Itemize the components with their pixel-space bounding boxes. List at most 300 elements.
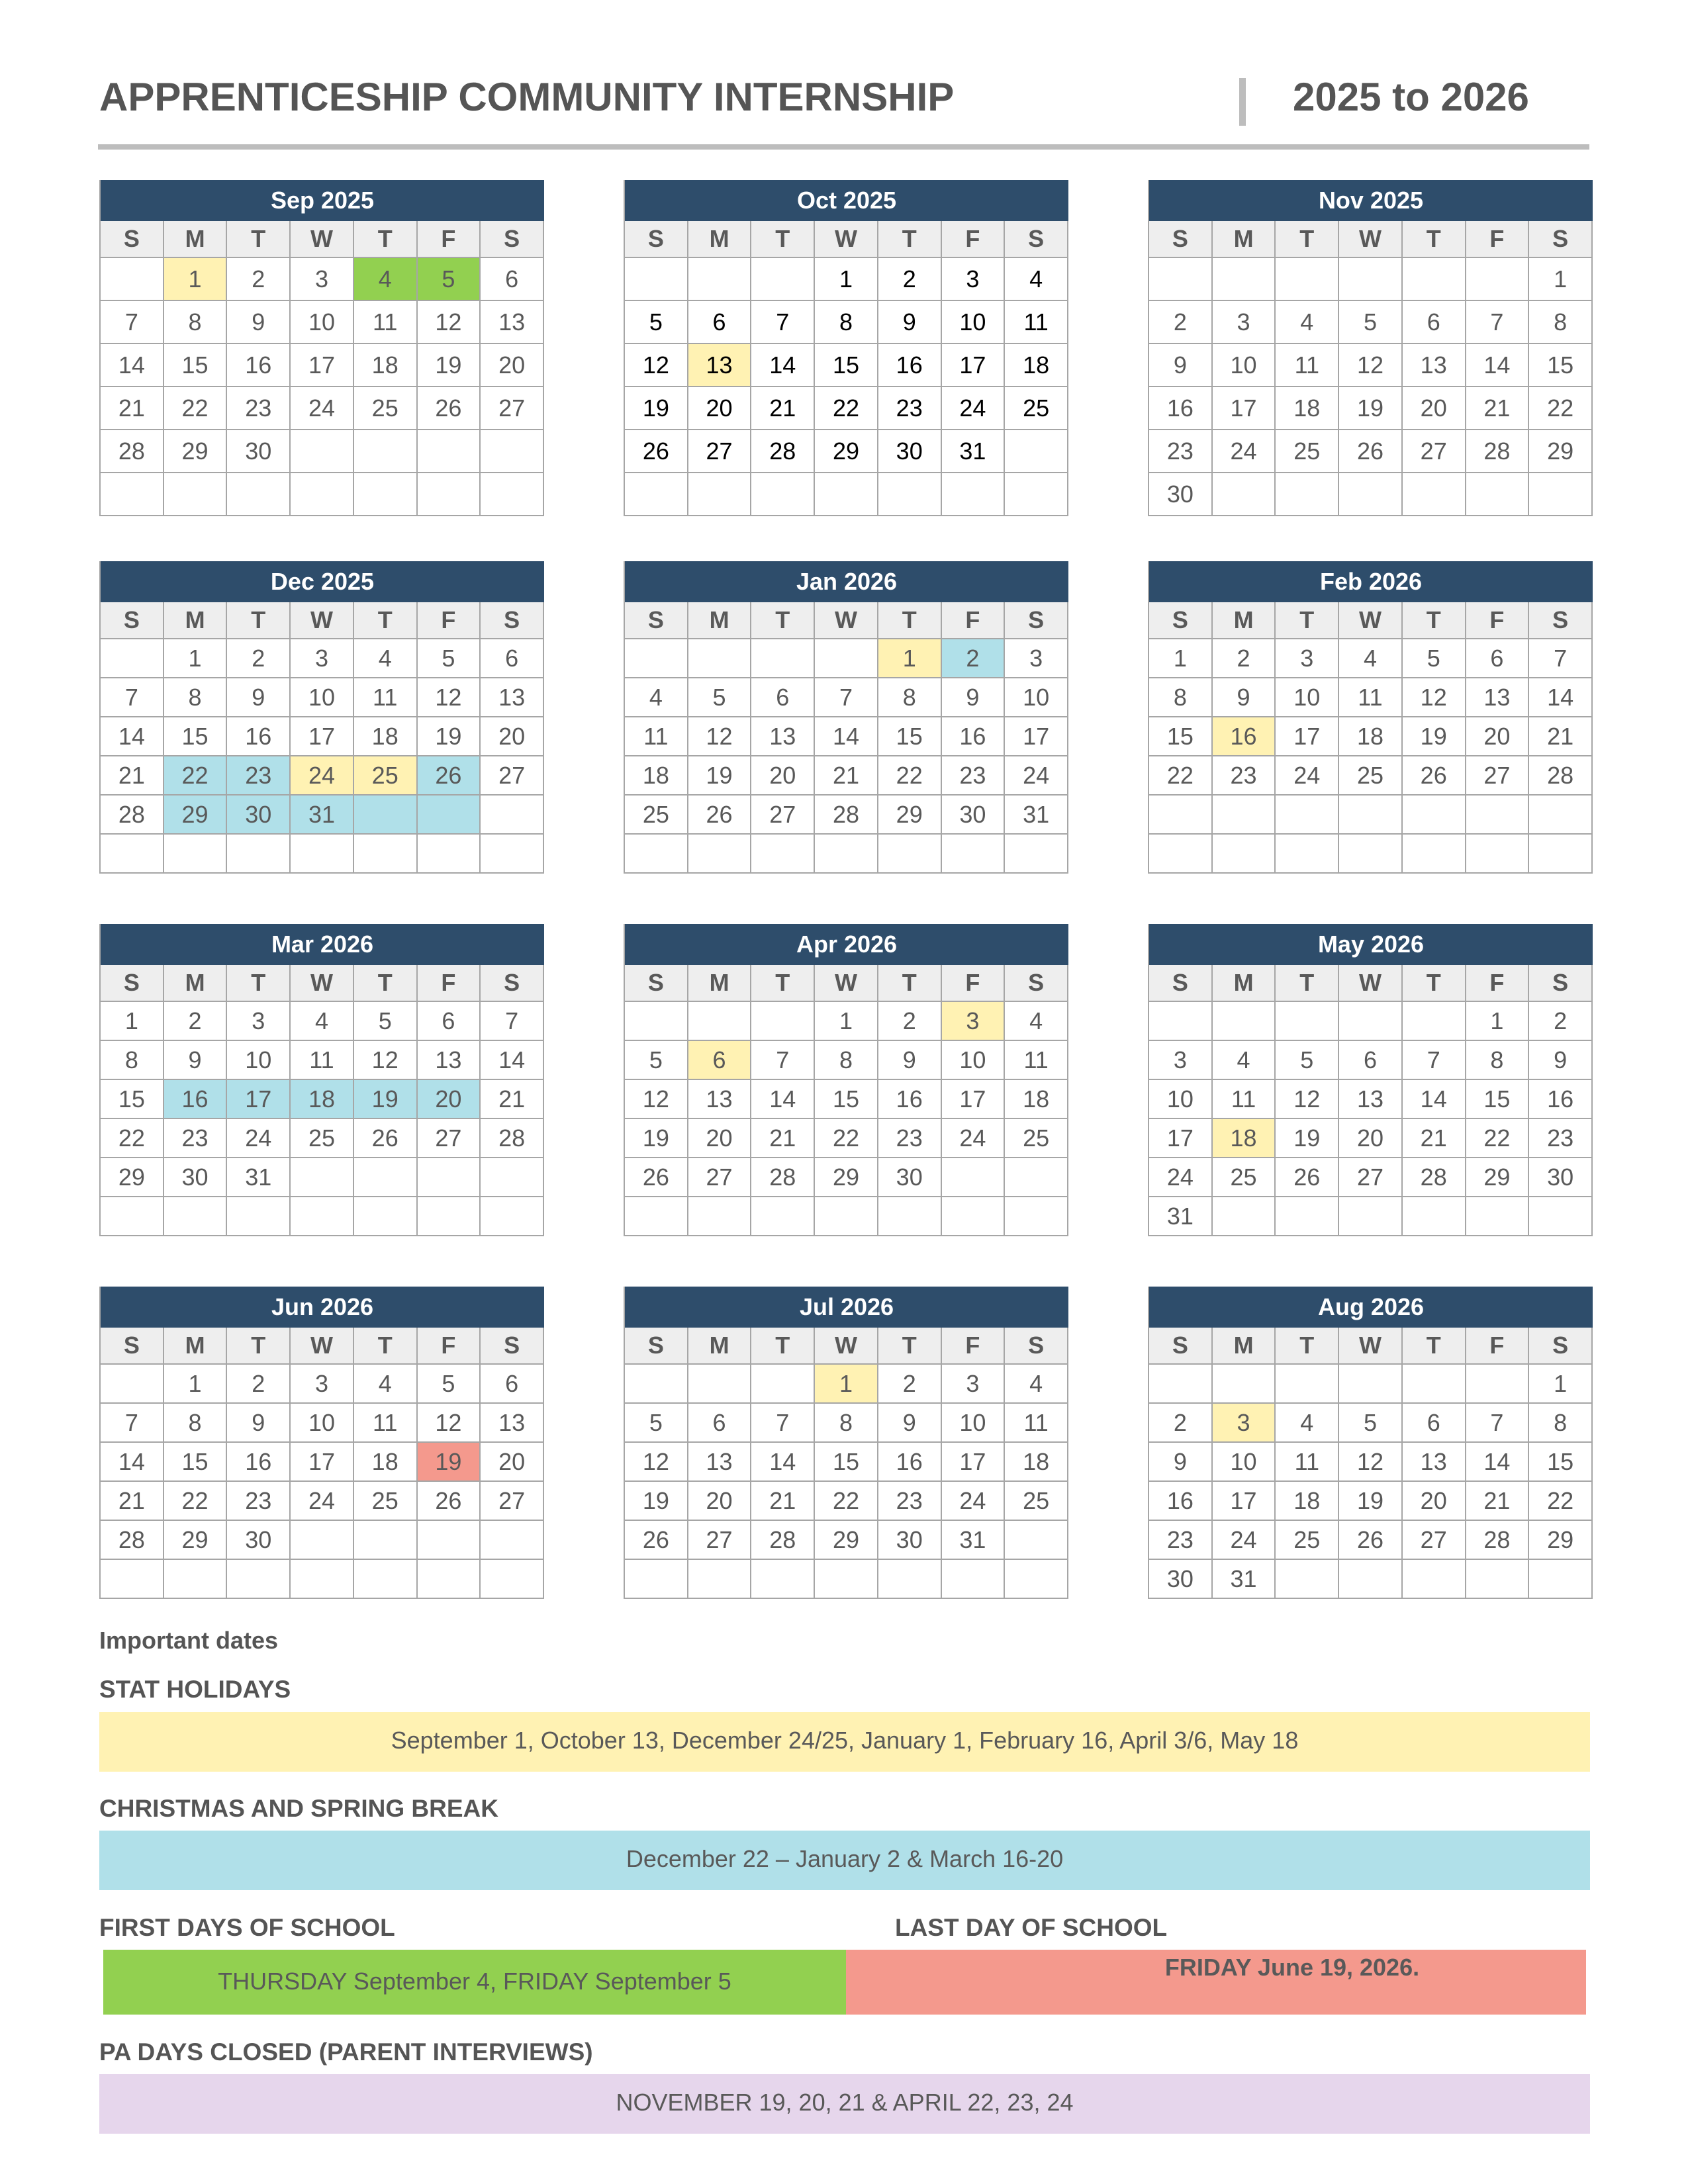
day-grid: [101, 1328, 544, 1599]
empty-day-cell: [1403, 258, 1466, 301]
day-cell: 20: [688, 1482, 752, 1521]
empty-day-cell: [1276, 1560, 1339, 1599]
weekday-header: S: [1005, 221, 1068, 258]
day-cell: 25: [1005, 387, 1068, 430]
day-cell: 17: [291, 344, 354, 387]
day-cell: 19: [418, 717, 481, 756]
day-cell: 30: [227, 796, 291, 835]
day-cell: 19: [625, 387, 688, 430]
day-cell: 30: [1149, 1560, 1213, 1599]
day-cell: 22: [1529, 1482, 1593, 1521]
day-cell: 11: [1005, 1041, 1068, 1080]
day-cell: 4: [354, 258, 418, 301]
day-cell: 23: [878, 1482, 942, 1521]
day-cell: 30: [878, 1158, 942, 1197]
weekday-header: W: [291, 221, 354, 258]
day-cell: 30: [164, 1158, 228, 1197]
empty-day-cell: [1276, 835, 1339, 874]
empty-day-cell: [354, 1521, 418, 1560]
day-cell: 12: [1339, 344, 1403, 387]
day-cell: 13: [1403, 344, 1466, 387]
day-cell: 27: [751, 796, 815, 835]
day-cell: 24: [1005, 756, 1068, 796]
weekday-header: F: [942, 1328, 1006, 1365]
empty-day-cell: [1213, 473, 1276, 516]
day-cell: 31: [942, 1521, 1006, 1560]
day-cell: 18: [1005, 1080, 1068, 1119]
empty-day-cell: [354, 1158, 418, 1197]
empty-day-cell: [418, 835, 481, 874]
empty-day-cell: [878, 1197, 942, 1236]
empty-day-cell: [1403, 473, 1466, 516]
day-cell: 17: [1149, 1119, 1213, 1158]
day-cell: 14: [101, 1443, 164, 1482]
day-cell: 22: [1529, 387, 1593, 430]
weekday-header: M: [164, 602, 228, 639]
weekday-header: F: [1466, 1328, 1530, 1365]
empty-day-cell: [101, 1197, 164, 1236]
empty-day-cell: [101, 473, 164, 516]
day-cell: 10: [291, 1404, 354, 1443]
empty-day-cell: [1213, 1002, 1276, 1041]
day-cell: 17: [942, 344, 1006, 387]
day-cell: 8: [815, 301, 878, 344]
last-day-title: LAST DAY OF SCHOOL: [895, 1914, 1168, 1941]
day-cell: 13: [688, 344, 752, 387]
weekday-header: T: [751, 1328, 815, 1365]
day-cell: 2: [878, 1365, 942, 1404]
day-cell: 29: [1529, 1521, 1593, 1560]
day-cell: 18: [1276, 387, 1339, 430]
day-cell: 29: [164, 796, 228, 835]
empty-day-cell: [625, 639, 688, 678]
empty-day-cell: [625, 835, 688, 874]
empty-day-cell: [164, 473, 228, 516]
day-cell: 26: [1339, 430, 1403, 473]
day-cell: 2: [942, 639, 1006, 678]
day-cell: 13: [418, 1041, 481, 1080]
day-cell: 30: [878, 1521, 942, 1560]
month-calendar: [624, 180, 1068, 516]
day-cell: 13: [1339, 1080, 1403, 1119]
day-cell: 2: [227, 639, 291, 678]
day-cell: 26: [354, 1119, 418, 1158]
day-cell: 13: [481, 678, 544, 717]
month-header: Dec 2025: [101, 561, 544, 602]
month-header: Jan 2026: [625, 561, 1068, 602]
day-cell: 28: [1529, 756, 1593, 796]
day-cell: 7: [815, 678, 878, 717]
empty-day-cell: [1466, 258, 1530, 301]
weekday-header: W: [815, 602, 878, 639]
day-cell: 13: [481, 1404, 544, 1443]
month-calendar: [99, 561, 544, 874]
weekday-header: S: [101, 602, 164, 639]
day-cell: 4: [1339, 639, 1403, 678]
day-cell: 13: [481, 301, 544, 344]
weekday-header: S: [625, 1328, 688, 1365]
day-cell: 23: [878, 387, 942, 430]
day-cell: 1: [815, 1365, 878, 1404]
empty-day-cell: [101, 639, 164, 678]
weekday-header: S: [625, 221, 688, 258]
day-cell: 12: [625, 1080, 688, 1119]
day-cell: 1: [164, 1365, 228, 1404]
empty-day-cell: [481, 796, 544, 835]
empty-day-cell: [164, 1560, 228, 1599]
month-header: Sep 2025: [101, 180, 544, 221]
day-cell: 23: [227, 387, 291, 430]
day-cell: 26: [625, 430, 688, 473]
day-cell: 20: [751, 756, 815, 796]
day-cell: 19: [354, 1080, 418, 1119]
day-cell: 20: [481, 717, 544, 756]
day-cell: 14: [101, 344, 164, 387]
day-cell: 1: [164, 639, 228, 678]
empty-day-cell: [101, 835, 164, 874]
empty-day-cell: [164, 1197, 228, 1236]
empty-day-cell: [942, 1197, 1006, 1236]
day-cell: 11: [354, 678, 418, 717]
day-cell: 19: [1276, 1119, 1339, 1158]
day-cell: 9: [1529, 1041, 1593, 1080]
day-cell: 5: [418, 258, 481, 301]
day-cell: 7: [1466, 1404, 1530, 1443]
day-cell: 4: [354, 1365, 418, 1404]
day-cell: 16: [878, 344, 942, 387]
day-cell: 7: [101, 1404, 164, 1443]
empty-day-cell: [942, 473, 1006, 516]
day-cell: 18: [354, 717, 418, 756]
day-cell: 4: [1213, 1041, 1276, 1080]
day-cell: 7: [1529, 639, 1593, 678]
empty-day-cell: [688, 835, 752, 874]
weekday-header: F: [418, 602, 481, 639]
day-grid: [625, 221, 1068, 516]
day-cell: 4: [1276, 1404, 1339, 1443]
day-cell: 10: [1276, 678, 1339, 717]
day-grid: [101, 965, 544, 1236]
day-cell: 21: [101, 387, 164, 430]
day-cell: 4: [354, 639, 418, 678]
day-cell: 25: [354, 387, 418, 430]
day-cell: 15: [1529, 1443, 1593, 1482]
day-cell: 1: [1529, 258, 1593, 301]
day-cell: 29: [1529, 430, 1593, 473]
month-calendar: [624, 924, 1068, 1236]
empty-day-cell: [354, 473, 418, 516]
weekday-header: S: [1005, 965, 1068, 1002]
weekday-header: T: [751, 602, 815, 639]
day-cell: 13: [751, 717, 815, 756]
day-cell: 18: [1339, 717, 1403, 756]
weekday-header: T: [1276, 1328, 1339, 1365]
day-cell: 4: [625, 678, 688, 717]
month-calendar: [624, 561, 1068, 874]
weekday-header: W: [291, 1328, 354, 1365]
day-cell: 14: [751, 1443, 815, 1482]
empty-day-cell: [1466, 1560, 1530, 1599]
day-cell: 20: [688, 387, 752, 430]
day-cell: 19: [688, 756, 752, 796]
day-cell: 3: [227, 1002, 291, 1041]
day-cell: 28: [1403, 1158, 1466, 1197]
empty-day-cell: [815, 1197, 878, 1236]
empty-day-cell: [1213, 835, 1276, 874]
empty-day-cell: [418, 1197, 481, 1236]
day-cell: 31: [1005, 796, 1068, 835]
empty-day-cell: [418, 430, 481, 473]
empty-day-cell: [1005, 473, 1068, 516]
day-cell: 17: [942, 1080, 1006, 1119]
stat-holidays-band: September 1, October 13, December 24/25, January 1, February 16, April 3/6, May 18: [99, 1712, 1590, 1772]
day-cell: 16: [942, 717, 1006, 756]
day-cell: 25: [625, 796, 688, 835]
day-cell: 2: [1529, 1002, 1593, 1041]
day-cell: 6: [1403, 301, 1466, 344]
weekday-header: S: [1005, 1328, 1068, 1365]
day-cell: 28: [751, 430, 815, 473]
day-cell: 24: [1276, 756, 1339, 796]
month-header: Mar 2026: [101, 924, 544, 965]
day-cell: 11: [1005, 1404, 1068, 1443]
day-cell: 14: [101, 717, 164, 756]
day-cell: 26: [1339, 1521, 1403, 1560]
day-cell: 5: [625, 1041, 688, 1080]
weekday-header: S: [481, 602, 544, 639]
empty-day-cell: [481, 1158, 544, 1197]
day-cell: 11: [1339, 678, 1403, 717]
weekday-header: M: [688, 965, 752, 1002]
day-cell: 10: [227, 1041, 291, 1080]
day-cell: 8: [164, 678, 228, 717]
day-cell: 22: [815, 1119, 878, 1158]
header-rule: [98, 144, 1589, 150]
empty-day-cell: [688, 258, 752, 301]
day-cell: 6: [1466, 639, 1530, 678]
empty-day-cell: [418, 1521, 481, 1560]
empty-day-cell: [751, 1197, 815, 1236]
day-cell: 20: [481, 1443, 544, 1482]
day-cell: 21: [815, 756, 878, 796]
day-cell: 1: [164, 258, 228, 301]
day-cell: 3: [942, 1365, 1006, 1404]
day-cell: 24: [227, 1119, 291, 1158]
document-title: APPRENTICESHIP COMMUNITY INTERNSHIP: [99, 75, 955, 119]
day-cell: 24: [1213, 1521, 1276, 1560]
empty-day-cell: [1276, 473, 1339, 516]
day-cell: 8: [1149, 678, 1213, 717]
day-cell: 25: [1213, 1158, 1276, 1197]
empty-day-cell: [1276, 258, 1339, 301]
empty-day-cell: [688, 1560, 752, 1599]
day-grid: [625, 1328, 1068, 1599]
day-cell: 25: [1339, 756, 1403, 796]
day-cell: 21: [481, 1080, 544, 1119]
day-cell: 31: [291, 796, 354, 835]
day-cell: 28: [751, 1521, 815, 1560]
day-cell: 10: [1005, 678, 1068, 717]
school-year: 2025 to 2026: [1293, 75, 1529, 119]
day-cell: 17: [1005, 717, 1068, 756]
weekday-header: T: [751, 221, 815, 258]
day-cell: 5: [354, 1002, 418, 1041]
weekday-header: S: [1149, 221, 1213, 258]
day-grid: [1149, 602, 1593, 874]
day-cell: 3: [1276, 639, 1339, 678]
day-cell: 15: [1529, 344, 1593, 387]
empty-day-cell: [1529, 1197, 1593, 1236]
day-cell: 7: [101, 301, 164, 344]
day-cell: 5: [625, 301, 688, 344]
day-cell: 22: [101, 1119, 164, 1158]
empty-day-cell: [688, 473, 752, 516]
day-cell: 8: [815, 1041, 878, 1080]
day-cell: 16: [878, 1080, 942, 1119]
day-cell: 27: [688, 1158, 752, 1197]
day-cell: 8: [878, 678, 942, 717]
empty-day-cell: [1005, 1560, 1068, 1599]
day-cell: 15: [1149, 717, 1213, 756]
day-cell: 10: [291, 678, 354, 717]
weekday-header: F: [942, 602, 1006, 639]
empty-day-cell: [1529, 796, 1593, 835]
weekday-header: S: [1529, 965, 1593, 1002]
weekday-header: T: [1403, 965, 1466, 1002]
empty-day-cell: [878, 473, 942, 516]
weekday-header: W: [1339, 602, 1403, 639]
weekday-header: W: [291, 965, 354, 1002]
day-cell: 16: [1529, 1080, 1593, 1119]
weekday-header: M: [164, 221, 228, 258]
day-cell: 17: [227, 1080, 291, 1119]
empty-day-cell: [815, 1560, 878, 1599]
empty-day-cell: [1005, 1158, 1068, 1197]
empty-day-cell: [942, 835, 1006, 874]
weekday-header: M: [1213, 221, 1276, 258]
empty-day-cell: [227, 473, 291, 516]
empty-day-cell: [751, 1560, 815, 1599]
day-cell: 31: [942, 430, 1006, 473]
empty-day-cell: [101, 1365, 164, 1404]
day-cell: 29: [101, 1158, 164, 1197]
weekday-header: F: [418, 1328, 481, 1365]
day-grid: [1149, 1328, 1593, 1599]
month-header: Jul 2026: [625, 1287, 1068, 1328]
day-cell: 21: [101, 756, 164, 796]
day-cell: 25: [354, 1482, 418, 1521]
day-cell: 24: [291, 387, 354, 430]
day-cell: 11: [291, 1041, 354, 1080]
day-cell: 14: [1403, 1080, 1466, 1119]
day-cell: 25: [1005, 1119, 1068, 1158]
day-cell: 17: [1213, 387, 1276, 430]
empty-day-cell: [1005, 1521, 1068, 1560]
day-cell: 9: [164, 1041, 228, 1080]
day-cell: 20: [1403, 387, 1466, 430]
empty-day-cell: [418, 1560, 481, 1599]
day-cell: 22: [164, 756, 228, 796]
weekday-header: F: [418, 221, 481, 258]
day-cell: 25: [291, 1119, 354, 1158]
day-cell: 23: [227, 756, 291, 796]
weekday-header: M: [688, 602, 752, 639]
day-cell: 19: [1339, 387, 1403, 430]
empty-day-cell: [1339, 258, 1403, 301]
weekday-header: W: [815, 221, 878, 258]
day-cell: 23: [1149, 430, 1213, 473]
day-cell: 27: [1466, 756, 1530, 796]
day-cell: 11: [1276, 1443, 1339, 1482]
empty-day-cell: [1149, 258, 1213, 301]
empty-day-cell: [481, 473, 544, 516]
empty-day-cell: [101, 258, 164, 301]
weekday-header: T: [878, 602, 942, 639]
day-cell: 3: [942, 1002, 1006, 1041]
day-cell: 22: [164, 387, 228, 430]
empty-day-cell: [1466, 835, 1530, 874]
day-cell: 23: [227, 1482, 291, 1521]
day-cell: 30: [1529, 1158, 1593, 1197]
day-cell: 16: [878, 1443, 942, 1482]
day-cell: 28: [481, 1119, 544, 1158]
weekday-header: S: [1005, 602, 1068, 639]
day-cell: 27: [1339, 1158, 1403, 1197]
day-cell: 8: [1466, 1041, 1530, 1080]
day-cell: 4: [1005, 1365, 1068, 1404]
day-cell: 25: [1276, 1521, 1339, 1560]
day-grid: [1149, 965, 1593, 1236]
weekday-header: T: [1276, 965, 1339, 1002]
day-cell: 28: [101, 796, 164, 835]
day-cell: 7: [751, 1041, 815, 1080]
day-cell: 18: [1005, 1443, 1068, 1482]
day-cell: 6: [751, 678, 815, 717]
day-cell: 18: [1005, 344, 1068, 387]
month-header: Jun 2026: [101, 1287, 544, 1328]
empty-day-cell: [227, 1197, 291, 1236]
day-cell: 17: [942, 1443, 1006, 1482]
day-cell: 6: [418, 1002, 481, 1041]
day-cell: 24: [291, 756, 354, 796]
empty-day-cell: [481, 1197, 544, 1236]
day-cell: 25: [1005, 1482, 1068, 1521]
empty-day-cell: [625, 258, 688, 301]
day-cell: 16: [1149, 387, 1213, 430]
day-cell: 22: [815, 1482, 878, 1521]
day-cell: 14: [751, 1080, 815, 1119]
empty-day-cell: [1339, 796, 1403, 835]
day-cell: 13: [1403, 1443, 1466, 1482]
empty-day-cell: [418, 473, 481, 516]
empty-day-cell: [101, 1560, 164, 1599]
day-cell: 12: [625, 1443, 688, 1482]
empty-day-cell: [1466, 1365, 1530, 1404]
day-cell: 29: [815, 1521, 878, 1560]
day-cell: 2: [1149, 1404, 1213, 1443]
weekday-header: F: [1466, 965, 1530, 1002]
weekday-header: F: [942, 221, 1006, 258]
day-cell: 18: [291, 1080, 354, 1119]
day-cell: 1: [815, 258, 878, 301]
weekday-header: F: [1466, 602, 1530, 639]
day-cell: 14: [481, 1041, 544, 1080]
day-cell: 12: [688, 717, 752, 756]
empty-day-cell: [418, 1158, 481, 1197]
month-calendar: [1148, 1287, 1593, 1599]
day-cell: 6: [481, 639, 544, 678]
empty-day-cell: [291, 1560, 354, 1599]
